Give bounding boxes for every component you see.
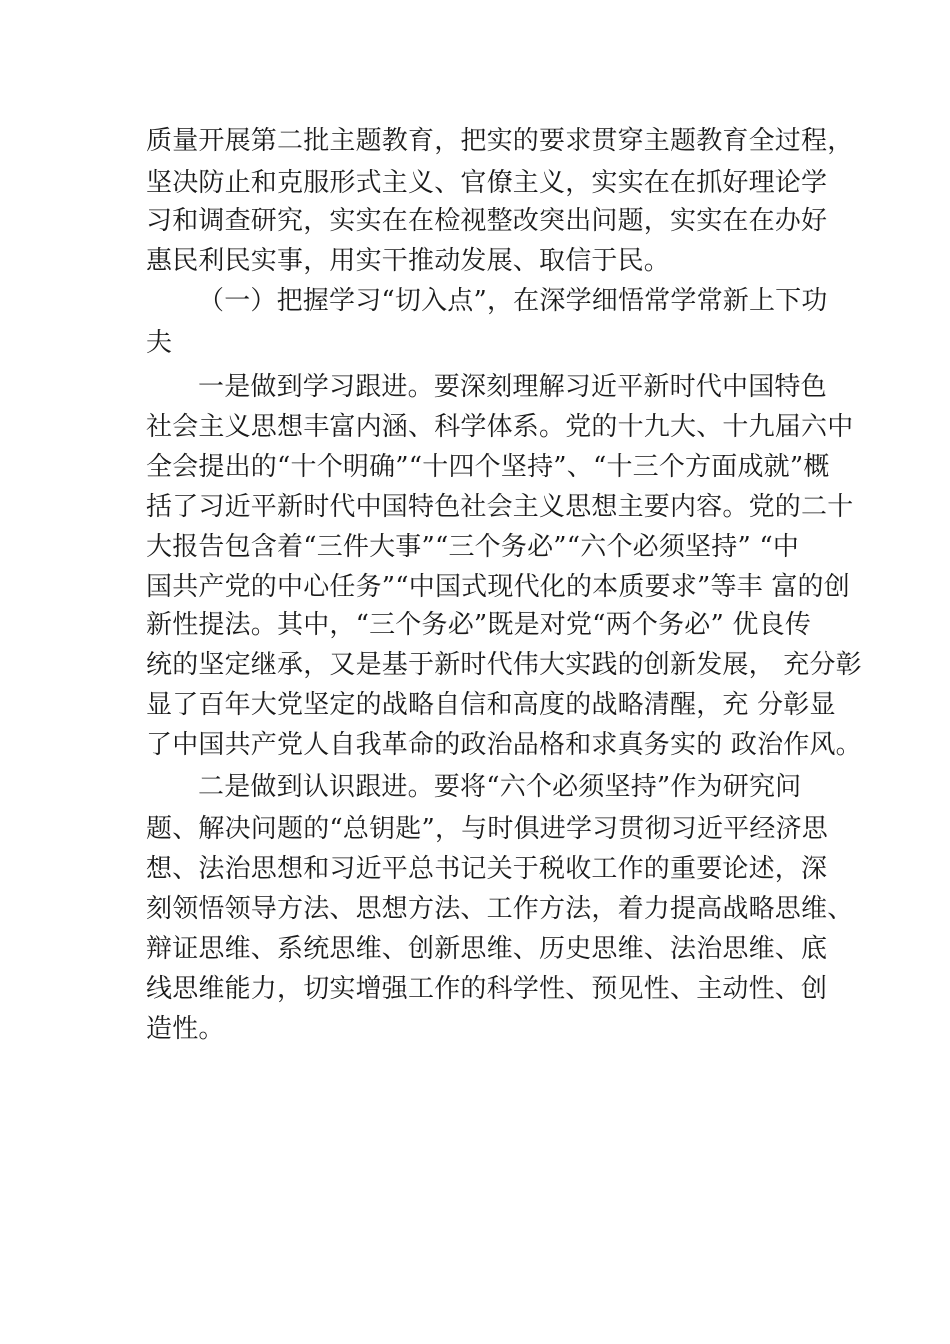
paragraph-line: 题、解决问题的“总钥匙”，与时俱进学习贯彻习近平经济思	[146, 814, 828, 844]
paragraph-line: 统的坚定继承，又是基于新时代伟大实践的创新发展， 充分彰	[146, 650, 862, 680]
paragraph-line: 显了百年大党坚定的战略自信和高度的战略清醒，充 分彰显	[146, 690, 836, 720]
section-heading-continuation: 夫	[146, 328, 173, 358]
paragraph-line: 全会提出的“十个明确”“十四个坚持”、“十三个方面成就”概	[146, 452, 830, 482]
paragraph-line: 质量开展第二批主题教育，把实的要求贯穿主题教育全过程，	[146, 126, 854, 156]
paragraph-line: 社会主义思想丰富内涵、科学体系。党的十九大、十九届六中	[146, 412, 854, 442]
paragraph-line: 线思维能力，切实增强工作的科学性、预见性、主动性、创	[146, 974, 828, 1004]
paragraph-line: 惠民利民实事，用实干推动发展、取信于民。	[146, 246, 671, 276]
paragraph-line: 大报告包含着“三件大事”“三个务必”“六个必须坚持” “中	[146, 532, 800, 562]
paragraph-line: 括了习近平新时代中国特色社会主义思想主要内容。党的二十	[146, 492, 854, 522]
paragraph-line: 造性。	[146, 1014, 225, 1044]
paragraph-line: 习和调查研究，实实在在检视整改突出问题，实实在在办好	[146, 206, 828, 236]
paragraph-line: 国共产党的中心任务”“中国式现代化的本质要求”等丰 富的创	[146, 572, 850, 602]
paragraph-line: 新性提法。其中，“三个务必”既是对党“两个务必” 优良传	[146, 610, 812, 640]
paragraph-line: 了中国共产党人自我革命的政治品格和求真务实的 政治作风。	[146, 730, 862, 760]
paragraph-line: 一是做到学习跟进。要深刻理解习近平新时代中国特色	[198, 372, 827, 402]
paragraph-line: 想、法治思想和习近平总书记关于税收工作的重要论述，深	[146, 854, 828, 884]
paragraph-line: 刻领悟领导方法、思想方法、工作方法，着力提高战略思维、	[146, 894, 854, 924]
paragraph-line: 辩证思维、系统思维、创新思维、历史思维、法治思维、底	[146, 934, 828, 964]
section-heading: （一）把握学习“切入点”，在深学细悟常学常新上下功	[198, 286, 828, 316]
paragraph-line: 坚决防止和克服形式主义、官僚主义，实实在在抓好理论学	[146, 168, 828, 198]
paragraph-line: 二是做到认识跟进。要将“六个必须坚持”作为研究问	[198, 772, 802, 802]
